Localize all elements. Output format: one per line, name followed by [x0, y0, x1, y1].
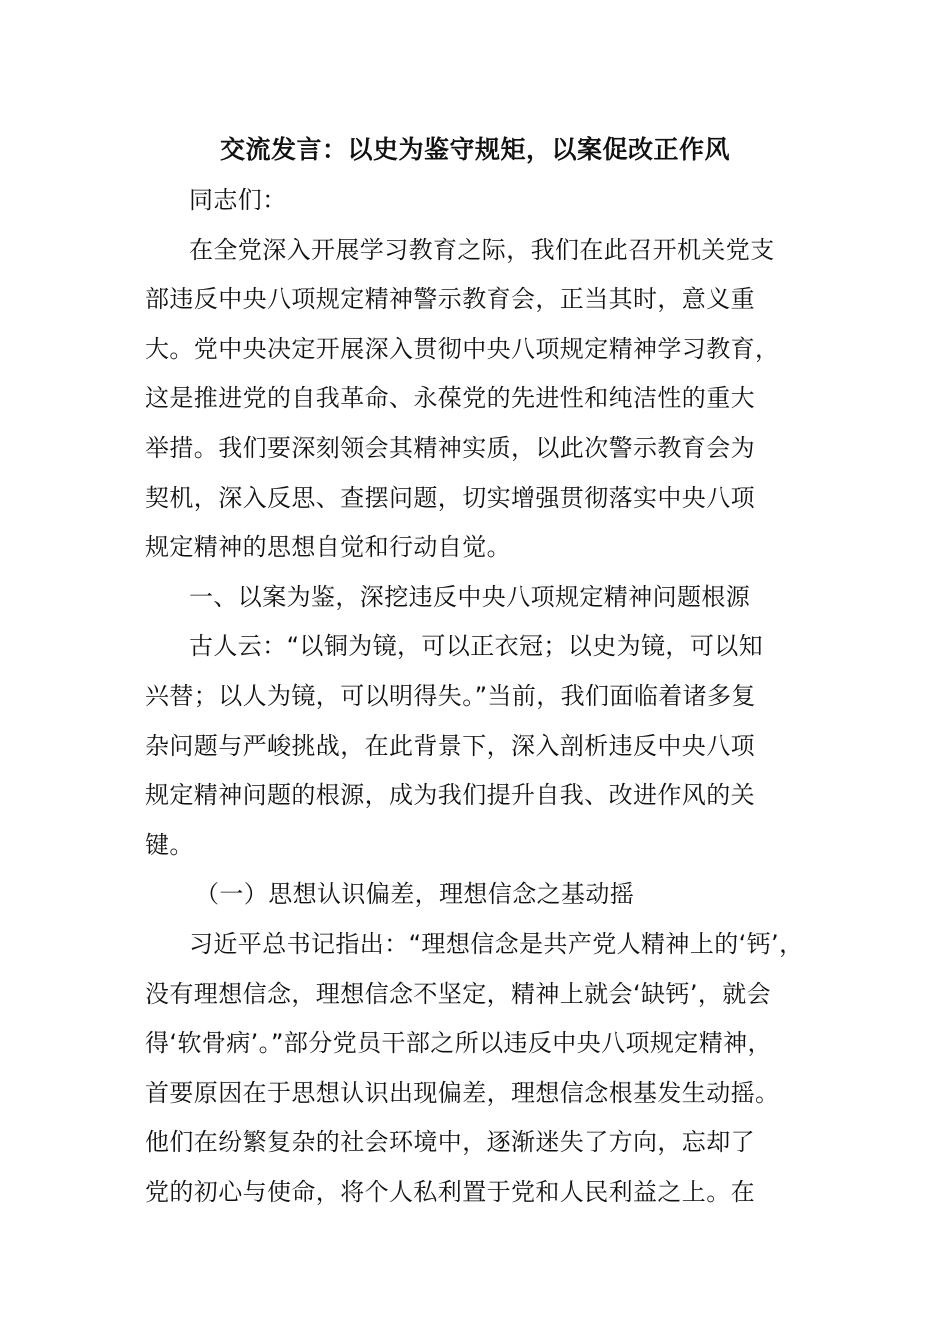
paragraph-line: 在全党深入开展学习教育之际，我们在此召开机关党支 — [189, 235, 775, 264]
paragraph-line: 契机，深入反思、查摆问题，切实增强贯彻落实中央八项 — [145, 483, 755, 512]
paragraph-line: 没有理想信念，理想信念不坚定，精神上就会‘缺钙’，就会 — [145, 979, 772, 1008]
subsection-heading: （一）思想认识偏差，理想信念之基动摇 — [195, 880, 635, 909]
salutation: 同志们： — [189, 186, 287, 214]
paragraph-line: 党的初心与使命，将个人私利置于党和人民利益之上。在 — [145, 1177, 755, 1206]
paragraph-line: 大。党中央决定开展深入贯彻中央八项规定精神学习教育， — [145, 334, 780, 363]
paragraph-line: 举措。我们要深刻领会其精神实质，以此次警示教育会为 — [145, 433, 755, 462]
paragraph-line: 他们在纷繁复杂的社会环境中，逐渐迷失了方向，忘却了 — [145, 1128, 755, 1157]
paragraph-line: 习近平总书记指出：“理想信念是共产党人精神上的‘钙’， — [189, 929, 804, 958]
paragraph-line: 首要原因在于思想认识出现偏差，理想信念根基发生动摇。 — [145, 1078, 780, 1107]
paragraph-line: 这是推进党的自我革命、永葆党的先进性和纯洁性的重大 — [145, 384, 755, 413]
paragraph-line: 杂问题与严峻挑战，在此背景下，深入剖析违反中央八项 — [145, 731, 755, 760]
paragraph-line: 古人云：“以铜为镜，可以正衣冠；以史为镜，可以知 — [189, 632, 764, 661]
paragraph-line: 得‘软骨病’。”部分党员干部之所以违反中央八项规定精神， — [145, 1029, 772, 1058]
document-body — [145, 176, 825, 1217]
paragraph-line: 规定精神的思想自觉和行动自觉。 — [145, 533, 511, 562]
paragraph-line: 键。 — [145, 830, 194, 859]
document-title: 交流发言：以史为鉴守规矩，以案促改正作风 — [219, 135, 730, 164]
paragraph-line: 规定精神问题的根源，成为我们提升自我、改进作风的关 — [145, 781, 755, 810]
paragraph-line: 兴替；以人为镜，可以明得失。”当前，我们面临着诸多复 — [145, 681, 756, 710]
paragraph-line: 部违反中央八项规定精神警示教育会，正当其时，意义重 — [145, 285, 755, 314]
section-heading: 一、以案为鉴，深挖违反中央八项规定精神问题根源 — [189, 582, 751, 611]
